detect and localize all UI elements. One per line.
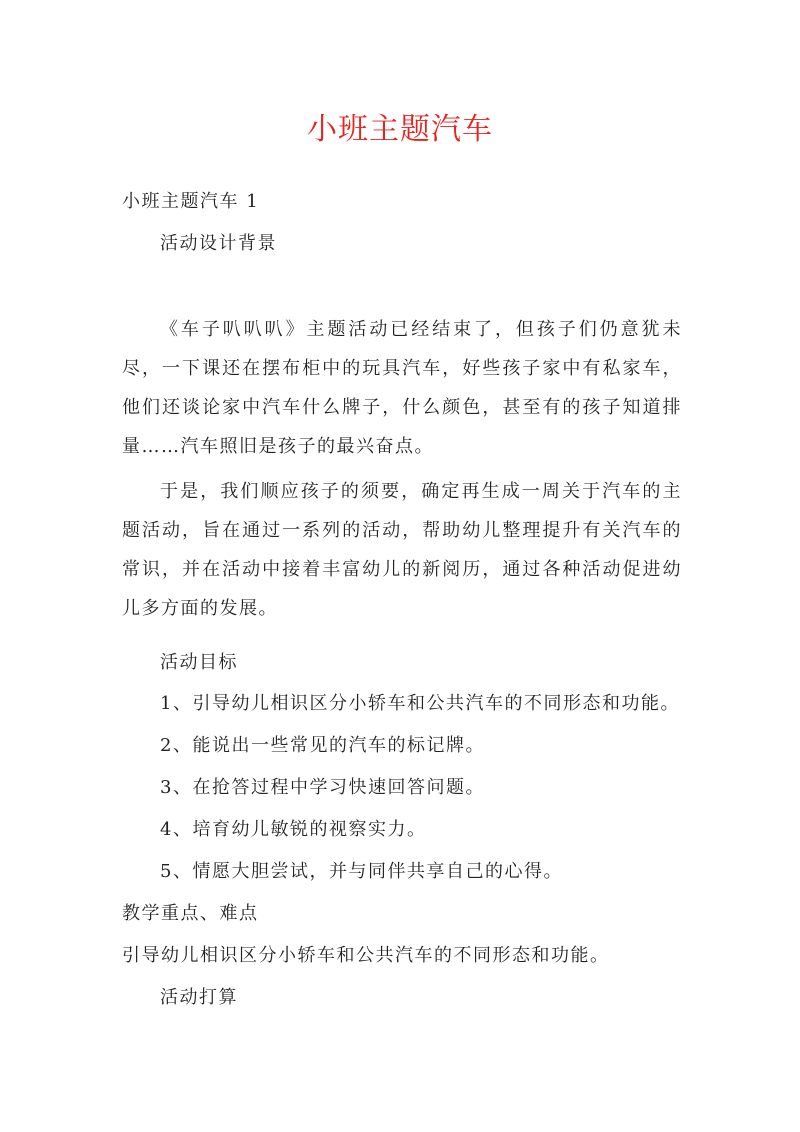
key-points-text: 引导幼儿相识区分小轿车和公共汽车的不同形态和功能。 bbox=[122, 945, 610, 966]
goal-item: 2、能说出一些常见的汽车的标记牌。 bbox=[160, 735, 485, 756]
goal-item: 4、培育幼儿敏锐的视察实力。 bbox=[160, 819, 427, 840]
section-heading-goals: 活动目标 bbox=[160, 652, 238, 673]
document-subheading: 小班主题汽车 1 bbox=[122, 191, 260, 212]
section-heading-key-points: 教学重点、难点 bbox=[122, 903, 259, 924]
section-heading-background: 活动设计背景 bbox=[160, 233, 277, 254]
section-heading-plan: 活动打算 bbox=[160, 987, 238, 1008]
goal-item: 3、在抢答过程中学习快速回答问题。 bbox=[160, 777, 485, 798]
goal-item: 1、引导幼儿相识区分小轿车和公共汽车的不同形态和功能。 bbox=[160, 693, 680, 714]
paragraph-background-2: 于是，我们顺应孩子的须要，确定再生成一周关于汽车的主题活动，旨在通过一系列的活动，帮助幼儿整理提升有关汽车的常识，并在活动中接着丰富幼儿的新阅历，通过各种活动促进幼儿多方面的发展。 bbox=[122, 481, 682, 619]
paragraph-background-1: 《车子叭叭叭》主题活动已经结束了，但孩子们仍意犹未尽，一下课还在摆布柜中的玩具汽车，好些孩子家中有私家车，他们还谈论家中汽车什么牌子，什么颜色，甚至有的孩子知道排量……汽车照旧是孩子的最兴奋点。 bbox=[122, 319, 682, 457]
page-title: 小班主题汽车 bbox=[307, 112, 493, 147]
goal-item: 5、情愿大胆尝试，并与同伴共享自己的心得。 bbox=[160, 861, 563, 882]
